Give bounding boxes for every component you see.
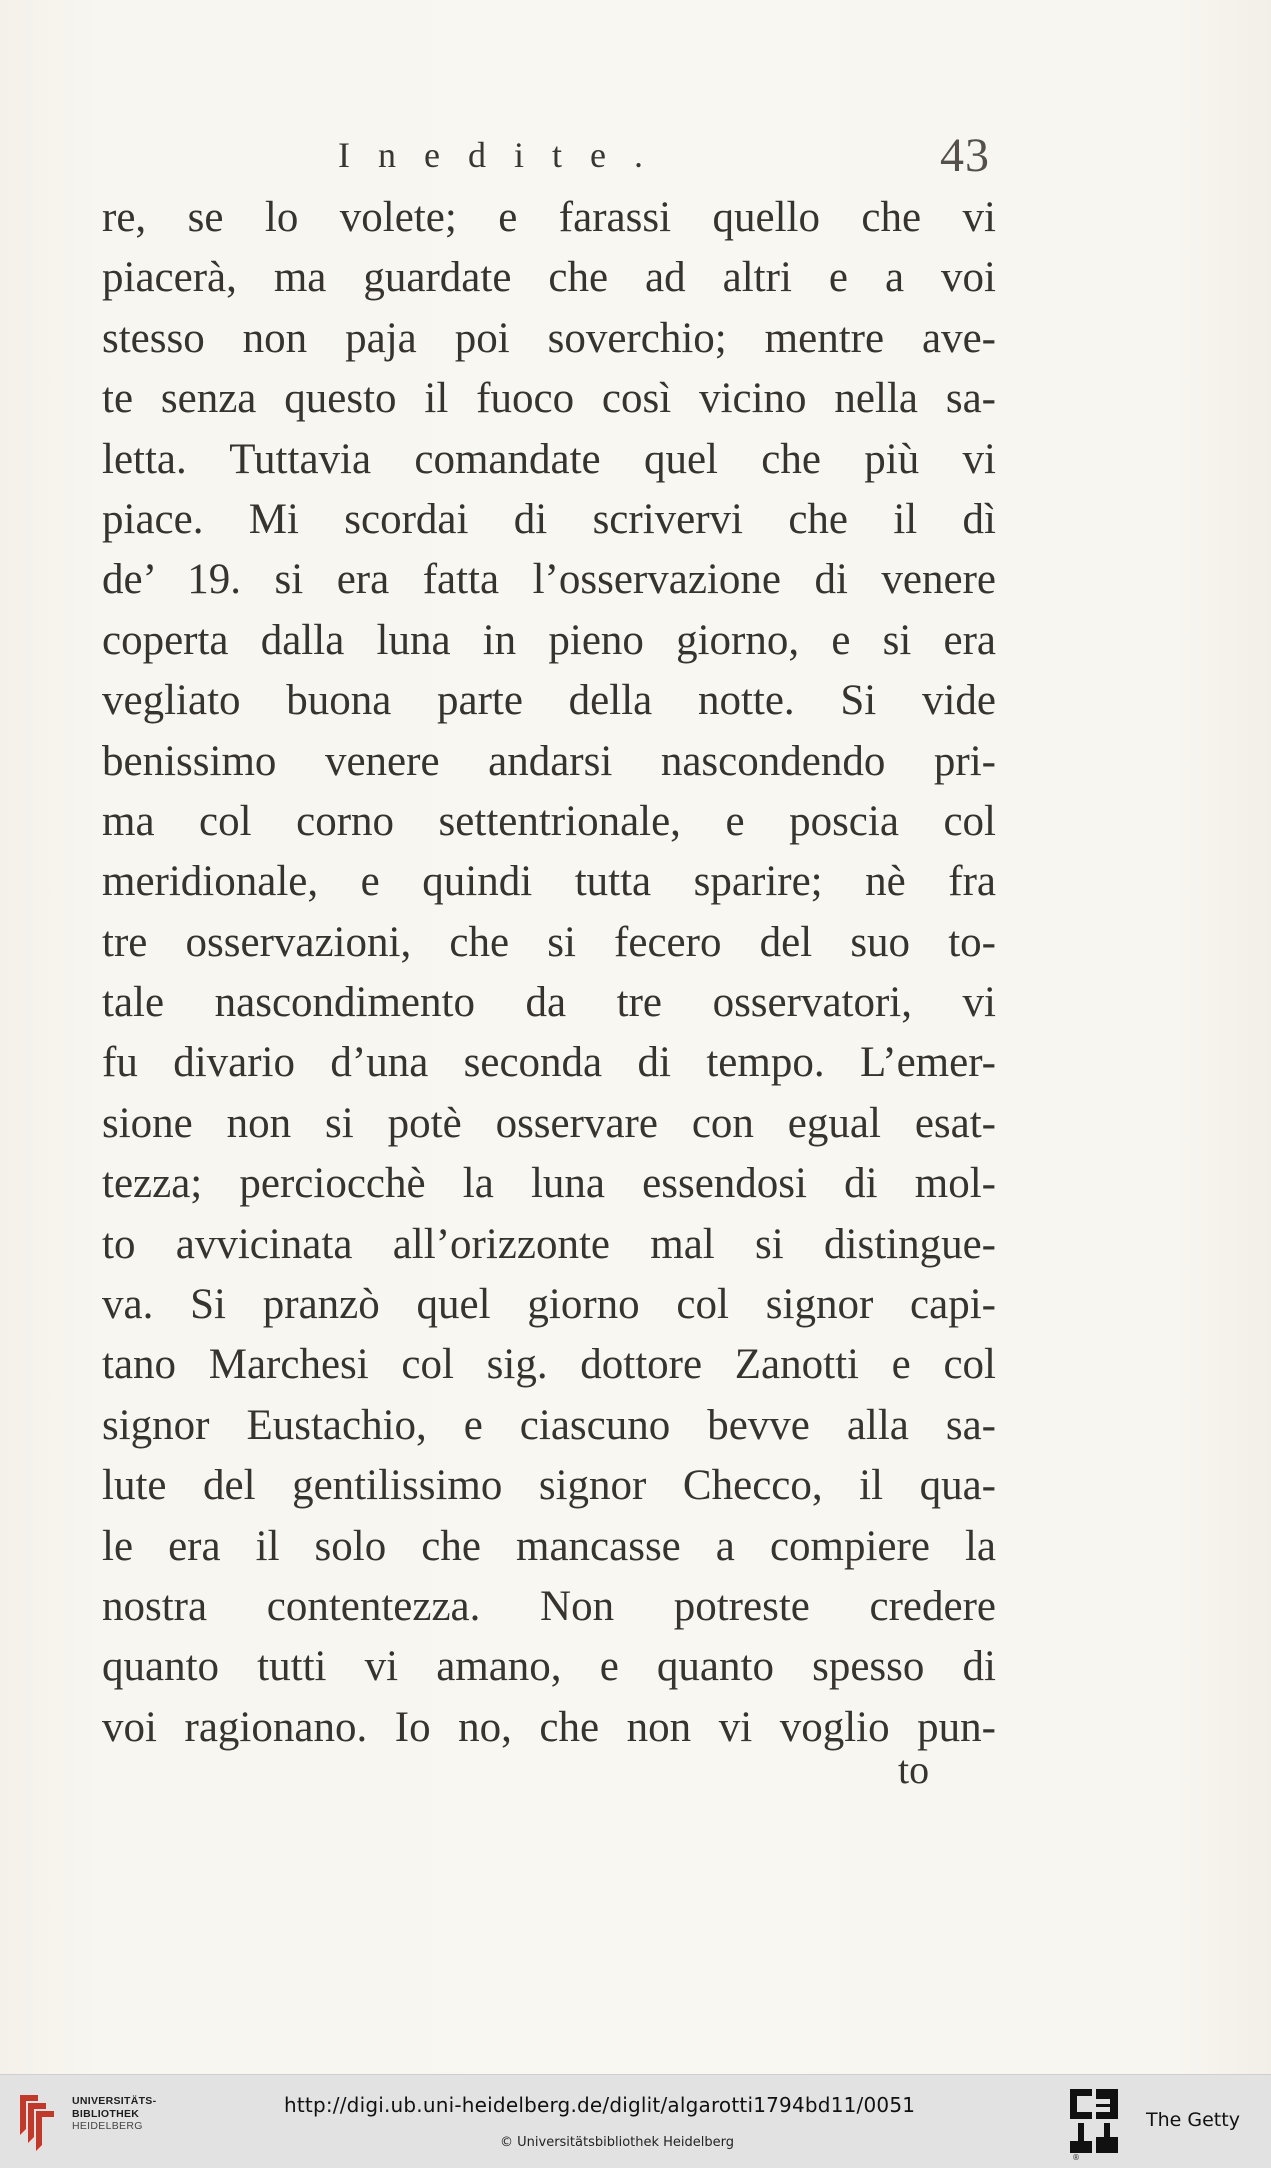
copyright-notice: © Universitätsbibliothek Heidelberg [500, 2135, 735, 2150]
text-line: tezza; perciocchè la luna essendosi di mol- [102, 1160, 996, 1208]
text-line: piacerà, ma guardate che ad altri e a voi [102, 254, 996, 302]
library-name-line1: UNIVERSITÄTS- [72, 2095, 157, 2107]
running-title: Inedite. [338, 135, 671, 175]
text-line: le era il solo che mancasse a compiere la [102, 1522, 996, 1570]
text-line: meridionale, e quindi tutta sparire; nè fra [102, 858, 996, 906]
heidelberg-library-logo-icon [12, 2089, 64, 2153]
library-name-line3: HEIDELBERG [72, 2120, 143, 2132]
body-text [102, 188, 996, 1758]
text-line: te senza questo il fuoco così vicino nella sa- [102, 375, 996, 423]
running-head [0, 128, 1271, 188]
text-line: vegliato buona parte della notte. Si vide [102, 677, 996, 725]
text-line: voi ragionano. Io no, che non vi voglio pun- [102, 1703, 996, 1751]
text-line: quanto tutti vi amano, e quanto spesso di [102, 1643, 996, 1691]
text-line: re, se lo volete; e farassi quello che vi [102, 194, 996, 241]
text-line: benissimo venere andarsi nascondendo pri- [102, 737, 996, 785]
text-line: letta. Tuttavia comandate quel che più vi [102, 435, 996, 483]
text-line: tre osservazioni, che si fecero del suo to- [102, 918, 996, 966]
text-line: de’ 19. si era fatta l’osservazione di venere [102, 556, 996, 604]
text-line: fu divario d’una seconda di tempo. L’emer- [102, 1039, 996, 1087]
text-line: piace. Mi scordai di scrivervi che il dì [102, 495, 996, 543]
footer-bar [0, 2074, 1271, 2168]
getty-logo-icon [1068, 2087, 1120, 2157]
getty-name: The Getty [1146, 2109, 1240, 2131]
text-line: to avvicinata all’orizzonte mal si distingue- [102, 1220, 996, 1268]
page-number: 43 [940, 129, 990, 182]
text-line: nostra contentezza. Non potreste credere [102, 1582, 996, 1630]
text-line: stesso non paja poi soverchio; mentre ave- [102, 314, 996, 362]
text-line: ma col corno settentrionale, e poscia col [102, 797, 996, 845]
library-name-line2: BIBLIOTHEK [72, 2107, 140, 2120]
registered-mark: ® [1072, 2153, 1080, 2162]
text-line: signor Eustachio, e ciascuno bevve alla sa- [102, 1401, 996, 1449]
text-line: tale nascondimento da tre osservatori, vi [102, 979, 996, 1027]
permalink-url[interactable]: http://digi.ub.uni-heidelberg.de/diglit/algarotti1794bd11/0051 [284, 2093, 916, 2117]
catchword: to [898, 1747, 930, 1792]
text-line: va. Si pranzò quel giorno col signor capi- [102, 1281, 996, 1329]
text-line: tano Marchesi col sig. dottore Zanotti e col [102, 1341, 996, 1389]
library-name [72, 2095, 156, 2133]
text-line: coperta dalla luna in pieno giorno, e si era [102, 616, 996, 664]
text-line: lute del gentilissimo signor Checco, il qua- [102, 1462, 996, 1510]
text-line: sione non si potè osservare con egual esat- [102, 1099, 996, 1147]
